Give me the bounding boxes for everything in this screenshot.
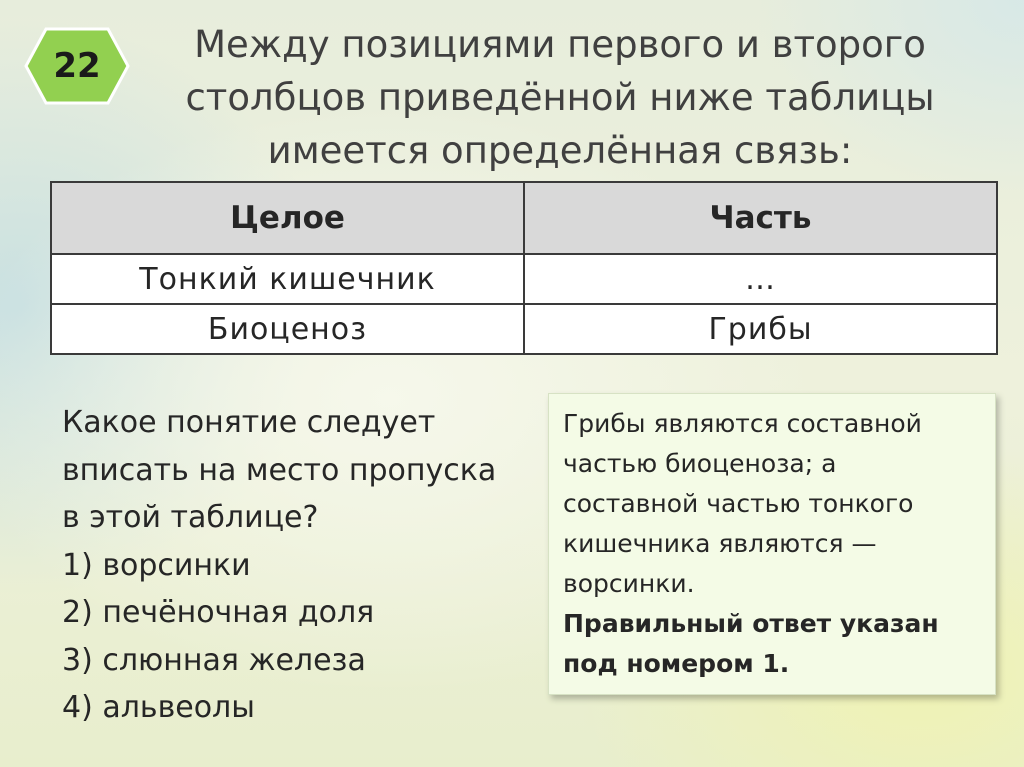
explanation-line: частью биоценоза; а <box>563 449 837 478</box>
title-line: Между позициями первого и второго <box>194 23 926 66</box>
question-text-line: в этой таблице? <box>62 500 319 535</box>
title-line: имеется определённая связь: <box>267 129 853 172</box>
relation-table <box>50 181 998 355</box>
column-header-whole: Целое <box>51 182 524 254</box>
explanation-line: кишечника являются — <box>563 529 877 558</box>
explanation-line: составной частью тонкого <box>563 489 914 518</box>
answer-option: 1) ворсинки <box>62 547 251 583</box>
table-header-row <box>51 182 997 254</box>
table-cell: Грибы <box>524 304 997 354</box>
correct-answer-line: под номером 1. <box>563 649 790 678</box>
column-header-part: Часть <box>524 182 997 254</box>
page-title <box>150 18 970 177</box>
table-cell: Биоценоз <box>51 304 524 354</box>
title-line: столбцов приведённой ниже таблицы <box>185 76 935 119</box>
correct-answer-line: Правильный ответ указан <box>563 609 939 638</box>
answer-option: 3) слюнная железа <box>62 642 366 678</box>
question-block <box>62 399 522 732</box>
answer-option: 4) альвеолы <box>62 690 255 725</box>
explanation-box <box>548 393 996 695</box>
table-cell: Тонкий кишечник <box>51 254 524 304</box>
explanation-line: Грибы являются составной <box>563 409 922 438</box>
question-number: 22 <box>53 46 101 86</box>
answer-option: 2) печёночная доля <box>62 595 375 630</box>
question-number-badge <box>24 27 130 105</box>
question-text-line: Какое понятие следует <box>62 405 436 440</box>
explanation-line: ворсинки. <box>563 569 695 598</box>
table-row <box>51 254 997 304</box>
table-row <box>51 304 997 354</box>
question-text-line: вписать на место пропуска <box>62 452 497 488</box>
table-cell-blank: … <box>524 254 997 304</box>
